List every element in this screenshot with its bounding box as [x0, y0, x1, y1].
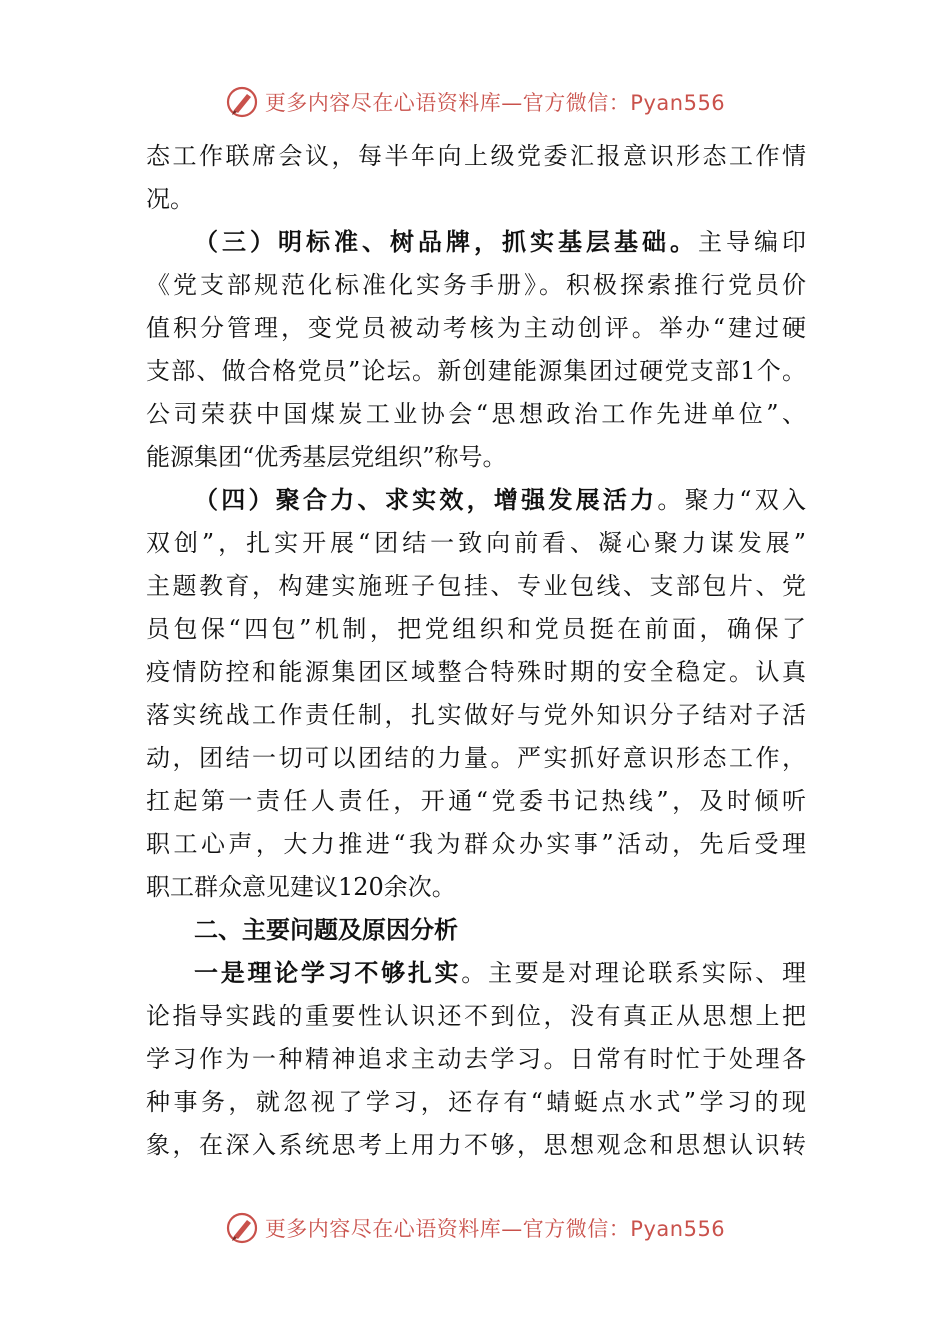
- text-line: 值积分管理，变党员被动考核为主动创评。举办“建过硬: [146, 314, 806, 342]
- header-banner-text: 更多内容尽在心语资料库—官方微信：Pyan556: [264, 91, 726, 115]
- text-line: 员包保“四包”机制，把党组织和党员挺在前面，确保了: [146, 615, 806, 643]
- header-banner: [0, 82, 950, 122]
- text-span: 。聚力“双入: [657, 486, 806, 514]
- pen-logo-icon: [225, 1211, 259, 1245]
- text-line: 《党支部规范化标准化实务手册》。积极探索推行党员价: [146, 271, 806, 299]
- paragraph-start: [146, 479, 806, 522]
- text-line: 况。: [146, 185, 194, 213]
- text-line: 职工心声，大力推进“我为群众办实事”活动，先后受理: [146, 830, 806, 858]
- pen-logo-icon: [225, 85, 259, 119]
- text-line: 支部、做合格党员”论坛。新创建能源集团过硬党支部1个。: [146, 357, 806, 385]
- text-line: 动，团结一切可以团结的力量。严实抓好意识形态工作，: [146, 744, 806, 772]
- text-line: 职工群众意见建议120余次。: [146, 873, 456, 901]
- text-line: 主题教育，构建实施班子包挂、专业包线、支部包片、党: [146, 572, 806, 600]
- text-line: 公司荣获中国煤炭工业协会“思想政治工作先进单位”、: [146, 400, 806, 428]
- text-line: 疫情防控和能源集团区域整合特殊时期的安全稳定。认真: [146, 658, 806, 686]
- paragraph-heading: （三）明标准、树品牌，抓实基层基础。: [194, 228, 698, 256]
- text-line: 能源集团“优秀基层党组织”称号。: [146, 443, 507, 471]
- footer-banner: [0, 1208, 950, 1248]
- text-line: 种事务，就忽视了学习，还存有“蜻蜓点水式”学习的现: [146, 1088, 806, 1116]
- text-line: 扛起第一责任人责任，开通“党委书记热线”，及时倾听: [146, 787, 806, 815]
- text-span: 。主要是对理论联系实际、理: [461, 959, 806, 987]
- text-span: 主导编印: [698, 228, 806, 256]
- text-line: 象，在深入系统思考上用力不够，思想观念和思想认识转: [146, 1131, 806, 1159]
- paragraph-heading: 一是理论学习不够扎实: [194, 959, 462, 987]
- paragraph-start: [146, 952, 806, 995]
- paragraph-start: [146, 221, 806, 264]
- text-line: 学习作为一种精神追求主动去学习。日常有时忙于处理各: [146, 1045, 806, 1073]
- text-line: 落实统战工作责任制，扎实做好与党外知识分子结对子活: [146, 701, 806, 729]
- paragraph-heading: （四）聚合力、求实效，增强发展活力: [194, 486, 658, 514]
- document-body: [146, 135, 806, 1167]
- text-line: 论指导实践的重要性认识还不到位，没有真正从思想上把: [146, 1002, 806, 1030]
- text-line: 态工作联席会议，每半年向上级党委汇报意识形态工作情: [146, 142, 806, 170]
- section-heading: 二、主要问题及原因分析: [194, 916, 458, 944]
- footer-banner-text: 更多内容尽在心语资料库—官方微信：Pyan556: [264, 1217, 726, 1241]
- text-line: 双创”，扎实开展“团结一致向前看、凝心聚力谋发展”: [146, 529, 806, 557]
